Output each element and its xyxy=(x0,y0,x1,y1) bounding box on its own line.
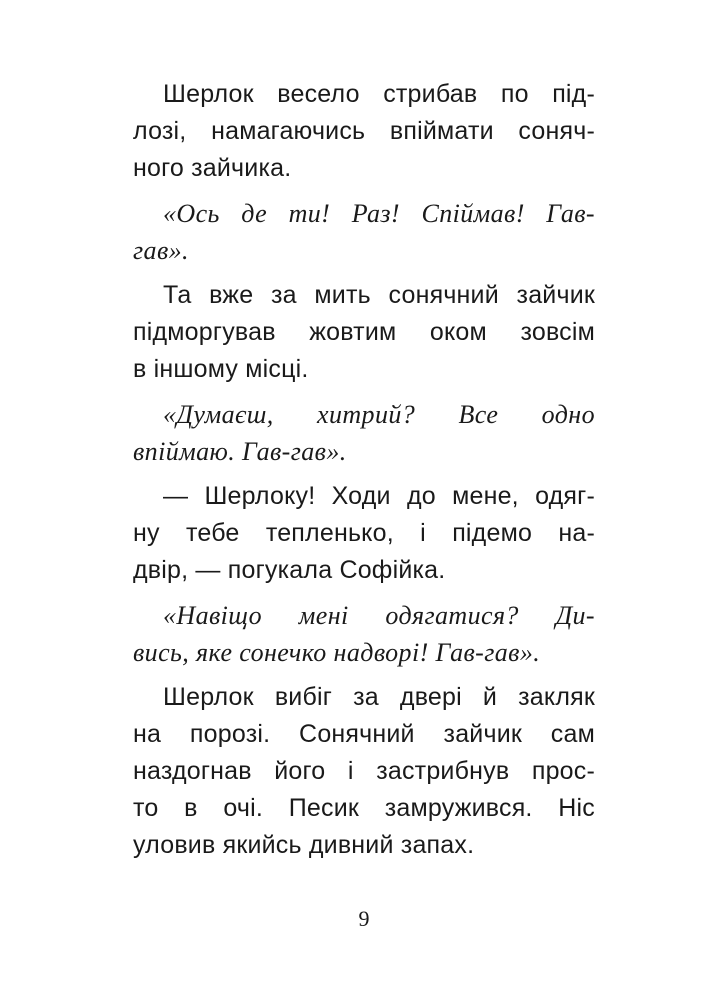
text-line: уловив якийсь дивний запах. xyxy=(133,831,475,859)
text-line: «Думаєш, хитрий? Все одно xyxy=(163,400,595,429)
text-line: Шерлок весело стрибав по під- xyxy=(163,80,595,108)
text-line: лозі, намагаючись впіймати соняч- xyxy=(133,117,595,145)
text-line: Та вже за мить сонячний зайчик xyxy=(163,281,595,309)
text-line: — Шерлоку! Ходи до мене, одяг- xyxy=(163,482,595,510)
paragraph-6-thought xyxy=(133,597,595,671)
paragraph-7 xyxy=(133,679,595,864)
text-line: двір, — погукала Софійка. xyxy=(133,556,446,584)
text-line: Шерлок вибіг за двері й закляк xyxy=(163,683,595,711)
text-line: то в очі. Песик замружився. Ніс xyxy=(133,794,595,822)
paragraph-3 xyxy=(133,277,595,388)
text-line: впіймаю. Гав-гав». xyxy=(133,437,347,466)
text-line: в іншому місці. xyxy=(133,355,309,383)
text-line: «Ось де ти! Раз! Спіймав! Гав- xyxy=(163,199,595,228)
text-line: ну тебе тепленько, і підемо на- xyxy=(133,519,595,547)
page-number: 9 xyxy=(358,906,370,931)
paragraph-2-thought xyxy=(133,195,595,269)
text-line: підморгував жовтим оком зовсім xyxy=(133,318,595,346)
text-line: гав». xyxy=(133,236,189,265)
text-line: «Навіщо мені одягатися? Ди- xyxy=(163,601,595,630)
body-text xyxy=(133,76,595,872)
text-line: на порозі. Сонячний зайчик сам xyxy=(133,720,595,748)
paragraph-1 xyxy=(133,76,595,187)
paragraph-4-thought xyxy=(133,396,595,470)
paragraph-5-dialogue xyxy=(133,478,595,589)
text-line: ного зайчика. xyxy=(133,154,292,182)
text-line: наздогнав його і застрибнув прос- xyxy=(133,757,595,785)
text-line: вись, яке сонечко надворі! Гав-гав». xyxy=(133,638,541,667)
